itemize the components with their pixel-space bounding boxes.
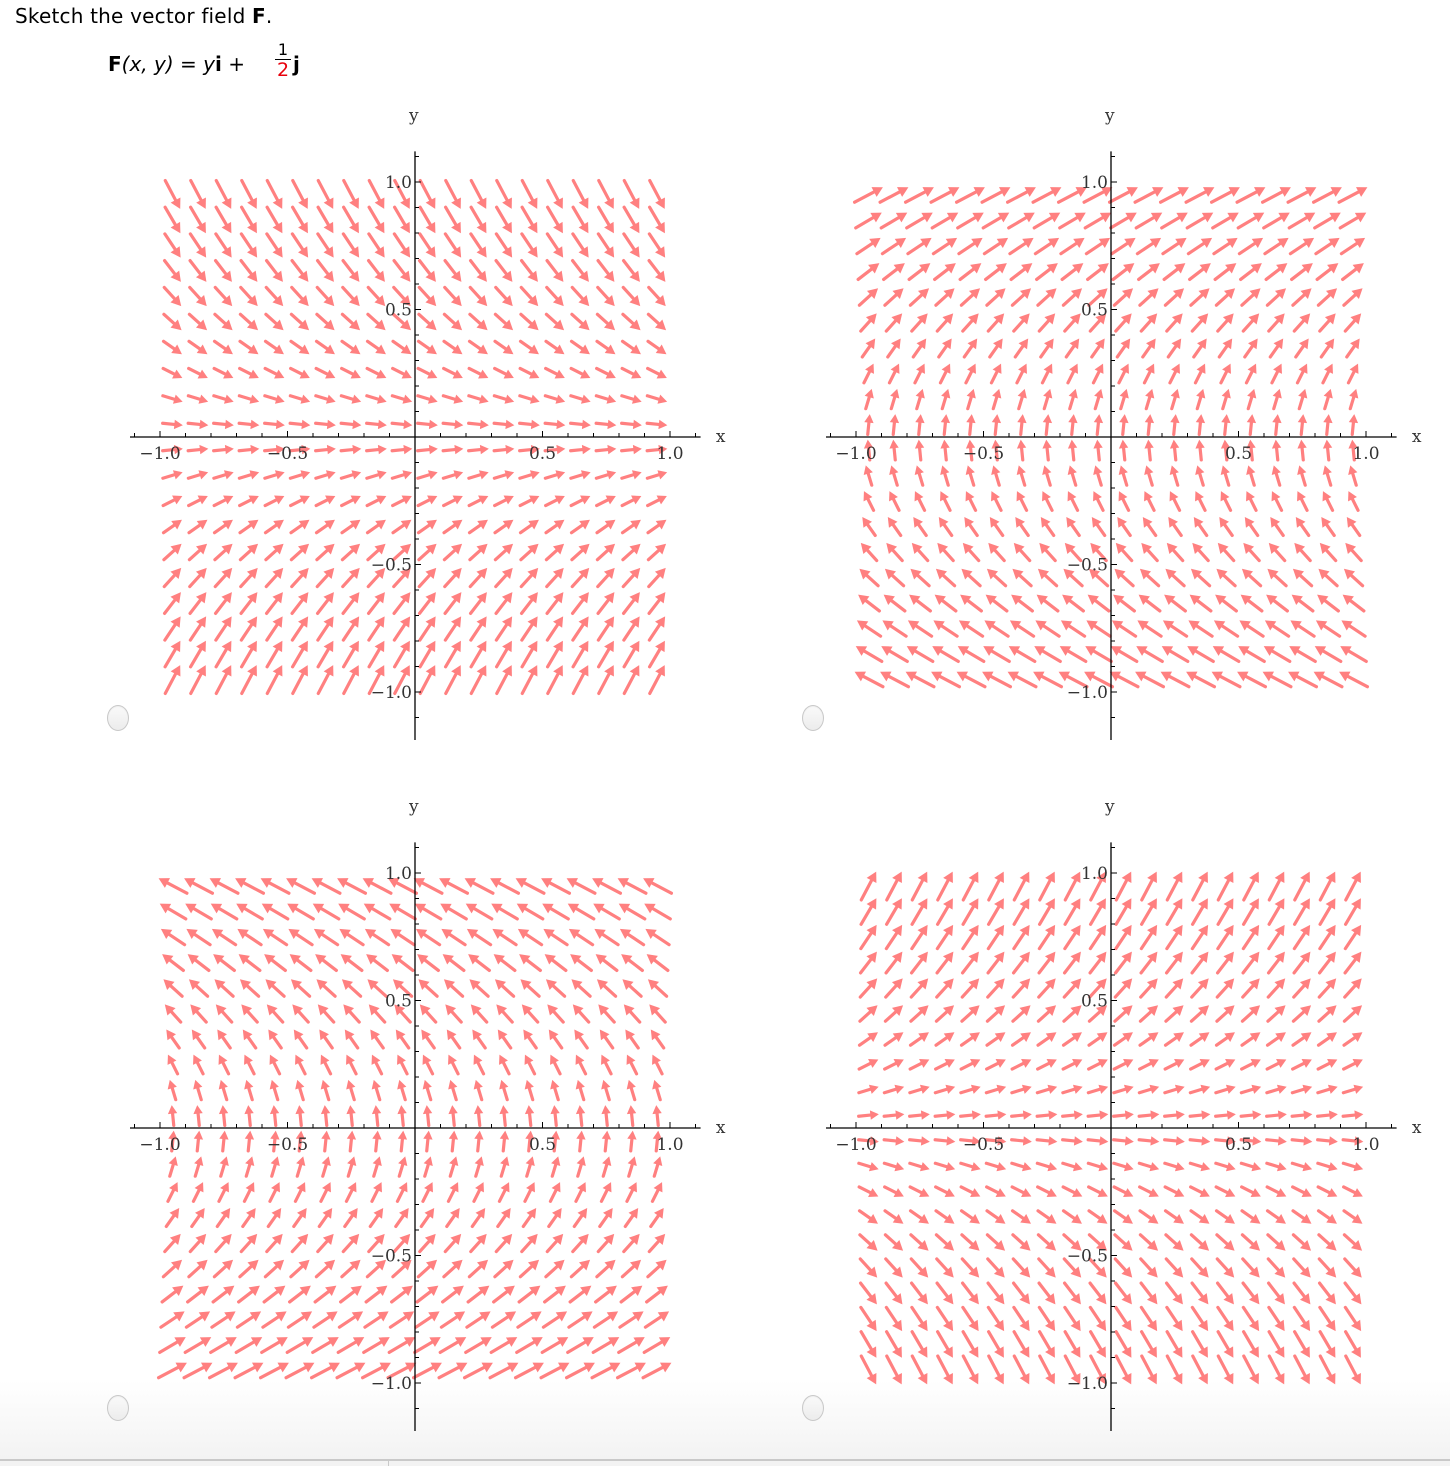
- y-tick-label: 0.5: [1080, 991, 1108, 1012]
- fraction-numerator: 1: [275, 42, 291, 60]
- x-tick-label: 1.0: [656, 1135, 684, 1155]
- x-tick-label: −0.5: [266, 1135, 309, 1155]
- y-tick-label: 1.0: [384, 864, 412, 884]
- y-axis-label: y: [1105, 801, 1115, 817]
- vector-field-plot-option-2: [816, 110, 1436, 740]
- radio-option-4[interactable]: [802, 1395, 824, 1421]
- vector-field-formula: [108, 40, 300, 81]
- formula-plus: +: [221, 52, 245, 76]
- formula-args: (x, y): [121, 52, 174, 76]
- x-tick-label: 0.5: [1224, 444, 1253, 464]
- fraction-denominator: 2: [276, 59, 290, 81]
- formula-j: j: [293, 52, 300, 76]
- x-tick-label: 1.0: [1352, 1135, 1380, 1155]
- x-axis-label: x: [1411, 427, 1422, 447]
- x-axis-label: x: [715, 1118, 726, 1138]
- x-tick-label: 1.0: [656, 444, 684, 464]
- x-tick-label: 0.5: [528, 1135, 557, 1155]
- formula-equals: =: [173, 52, 204, 76]
- formula-fraction: [275, 42, 291, 80]
- formula-y: y: [203, 52, 215, 76]
- prompt-end: .: [265, 4, 273, 28]
- vector-field-plot-option-4: [816, 801, 1436, 1431]
- prompt-bold-f: F: [252, 4, 266, 28]
- x-tick-label: −1.0: [139, 444, 181, 464]
- y-tick-label: 0.5: [384, 991, 412, 1012]
- radio-option-3[interactable]: [107, 1395, 129, 1421]
- question-prompt: [15, 4, 272, 28]
- x-tick-label: −1.0: [139, 1135, 181, 1155]
- radio-option-2[interactable]: [802, 705, 824, 731]
- footer-border: [0, 1459, 1450, 1461]
- x-axis-label: x: [1411, 1118, 1422, 1138]
- y-tick-label: 1.0: [1080, 173, 1108, 193]
- x-tick-label: 0.5: [528, 444, 557, 464]
- y-tick-label: −0.5: [1066, 1246, 1108, 1267]
- y-tick-label: −1.0: [370, 683, 412, 703]
- x-tick-label: 0.5: [1224, 1135, 1253, 1155]
- x-axis-label: x: [715, 427, 726, 447]
- x-tick-label: −1.0: [835, 444, 877, 464]
- y-axis-label: y: [409, 801, 419, 817]
- y-axis-label: y: [1105, 110, 1115, 126]
- y-tick-label: 1.0: [1080, 864, 1108, 884]
- x-tick-label: −1.0: [835, 1135, 877, 1155]
- y-tick-label: −1.0: [1066, 683, 1108, 703]
- y-tick-label: −0.5: [370, 555, 412, 576]
- y-tick-label: −0.5: [370, 1246, 412, 1267]
- footer-divider: [388, 1459, 389, 1466]
- prompt-text: Sketch the vector field: [15, 4, 253, 28]
- x-tick-label: −0.5: [962, 1135, 1005, 1155]
- y-tick-label: 0.5: [384, 300, 412, 321]
- x-tick-label: −0.5: [266, 444, 309, 464]
- y-axis-label: y: [409, 110, 419, 126]
- x-tick-label: 1.0: [1352, 444, 1380, 464]
- formula-f: F: [108, 52, 122, 76]
- radio-option-1[interactable]: [107, 705, 129, 731]
- y-tick-label: −0.5: [1066, 555, 1108, 576]
- formula-i: i: [215, 52, 222, 76]
- vector-field-plot-option-3: [120, 801, 740, 1431]
- y-tick-label: −1.0: [370, 1374, 412, 1394]
- vector-field-plot-option-1: [120, 110, 740, 740]
- y-tick-label: 0.5: [1080, 300, 1108, 321]
- y-tick-label: −1.0: [1066, 1374, 1108, 1394]
- x-tick-label: −0.5: [962, 444, 1005, 464]
- y-tick-label: 1.0: [384, 173, 412, 193]
